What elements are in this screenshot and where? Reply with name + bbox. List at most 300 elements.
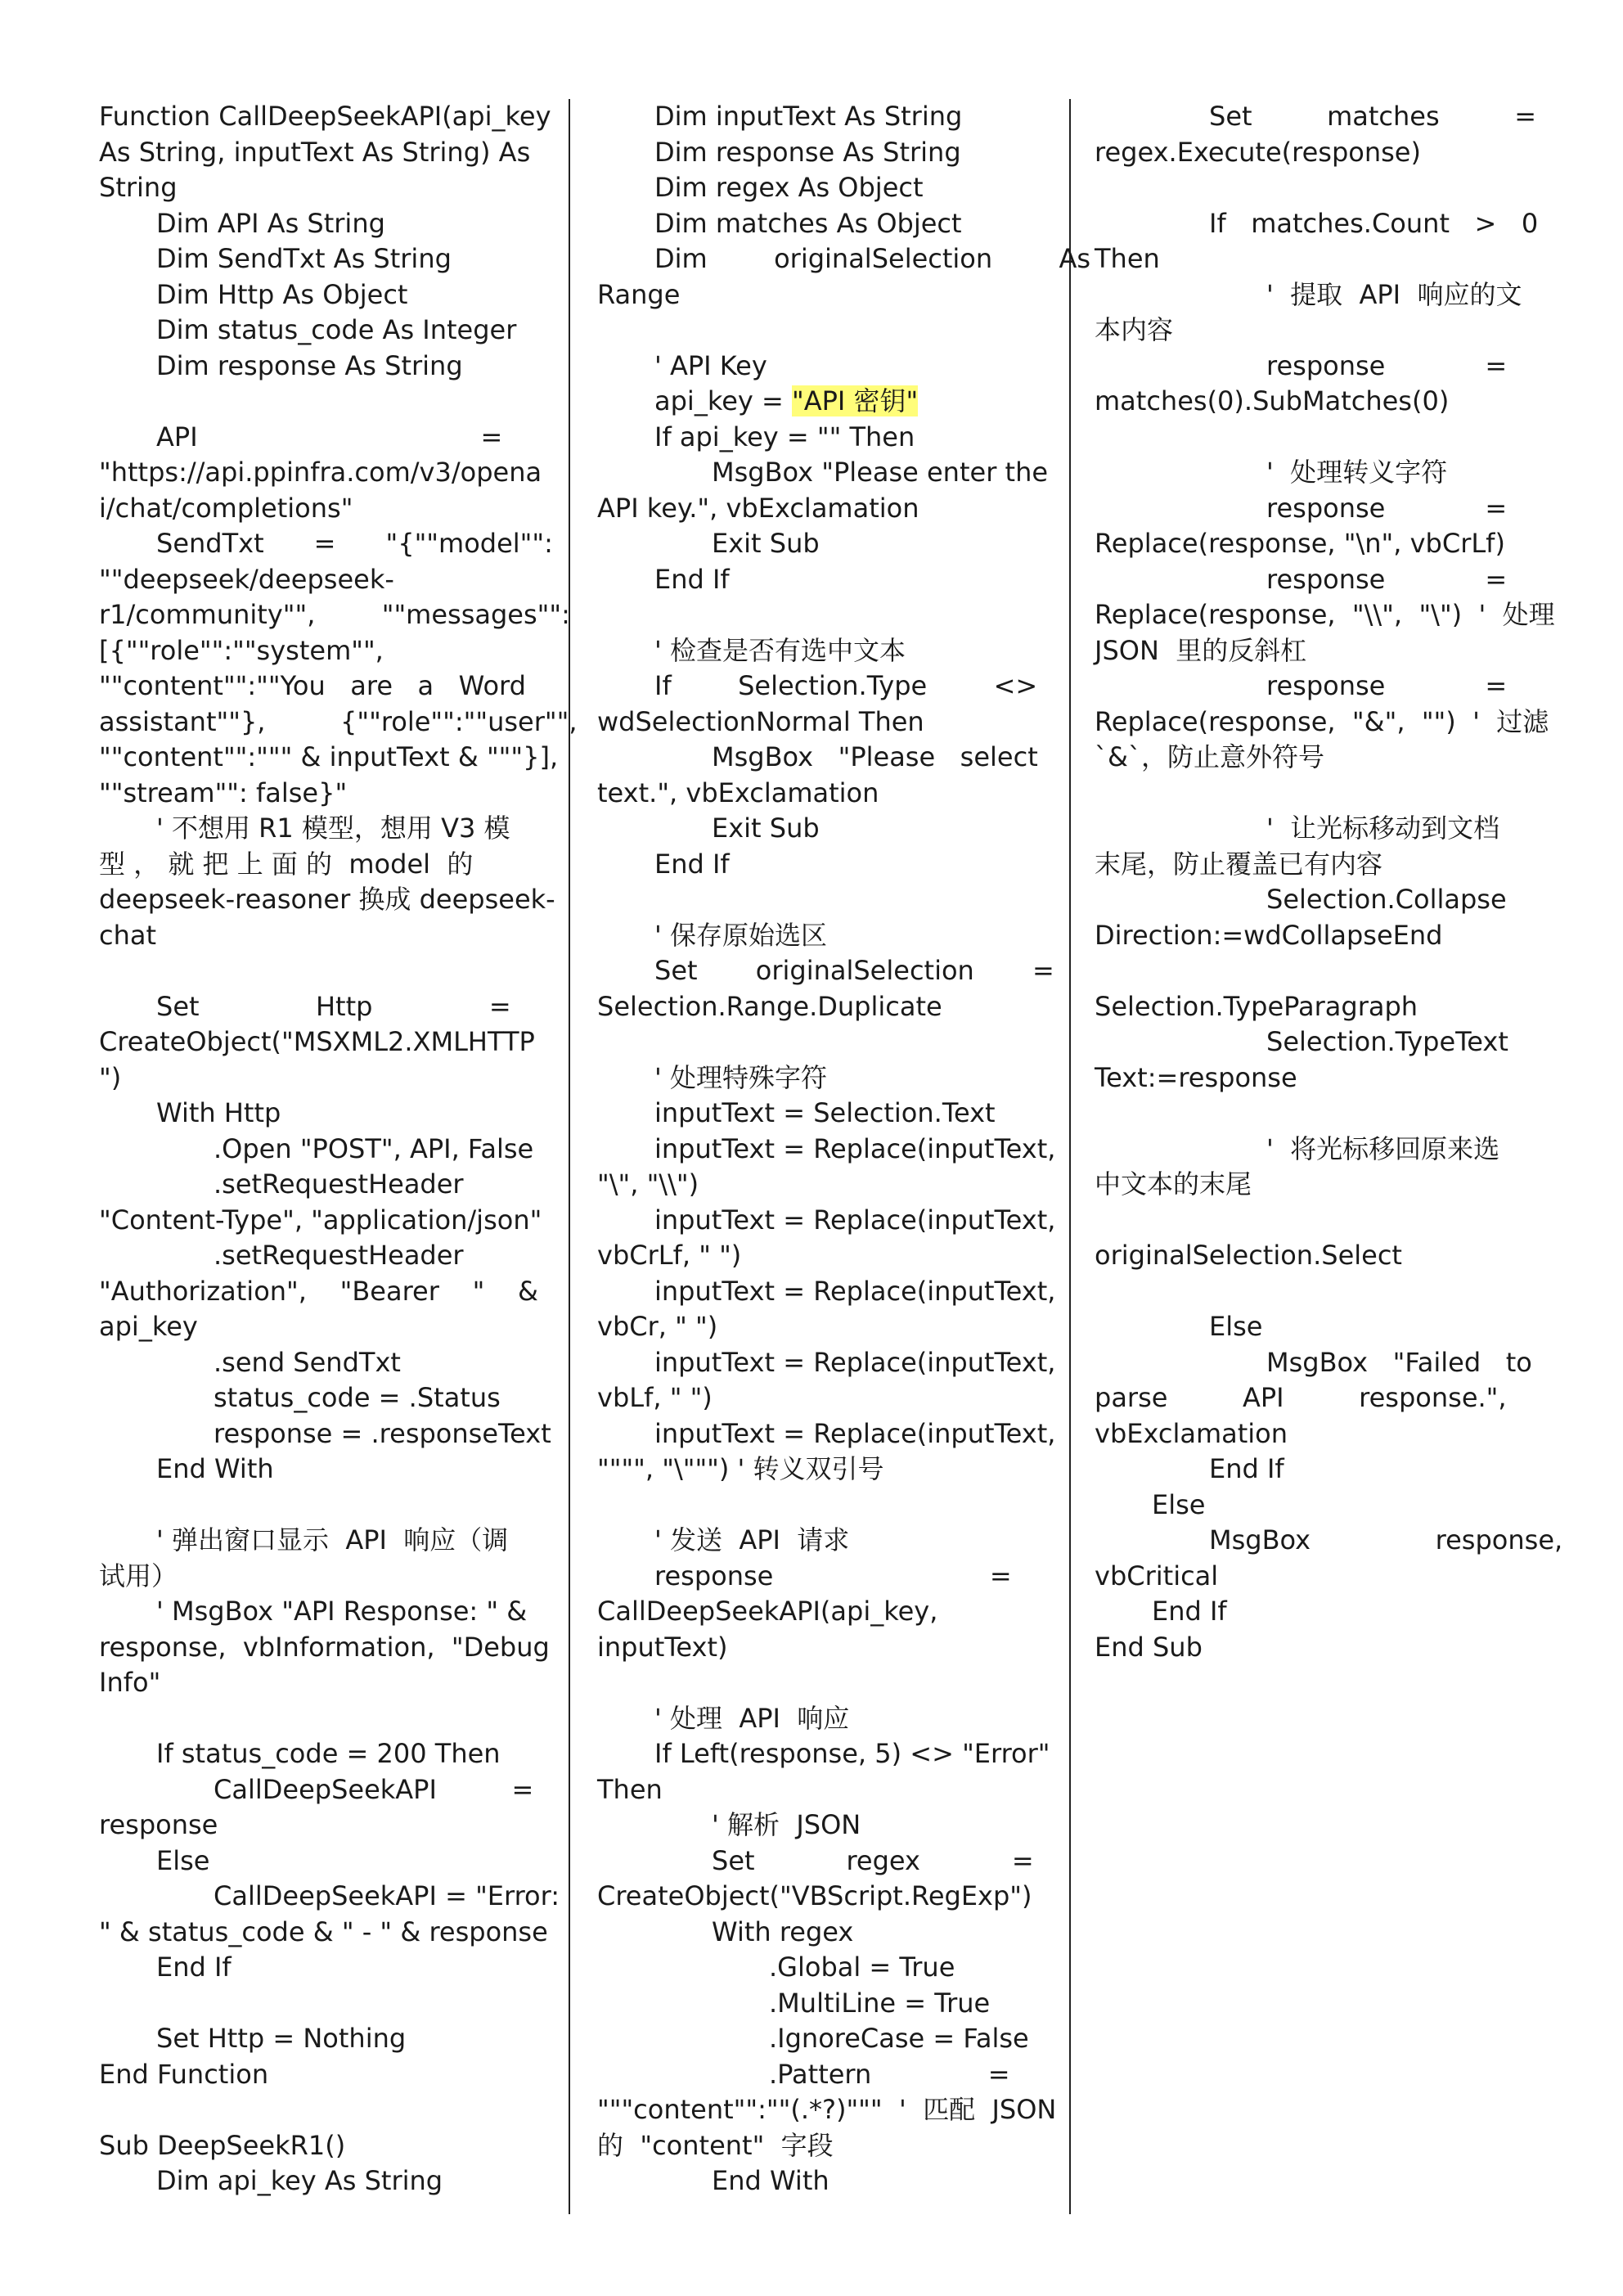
- code-line: [99, 1701, 541, 1737]
- code-line: [597, 633, 1043, 669]
- code-line: [597, 776, 1043, 812]
- code-line-text: If Selection.Type <>: [654, 670, 1038, 701]
- code-line: [1095, 1024, 1540, 1060]
- code-column-1: [99, 99, 578, 2199]
- code-line: [1095, 918, 1540, 954]
- code-line: [1095, 1630, 1540, 1666]
- code-line: [99, 349, 541, 385]
- code-line-text: ' 处理特殊字符: [654, 1061, 827, 1093]
- code-line: [597, 1844, 1043, 1880]
- code-line-text: Direction:=wdCollapseEnd: [1095, 919, 1443, 951]
- code-line: [597, 1523, 1043, 1559]
- code-line: [99, 705, 578, 741]
- code-line: [1095, 491, 1540, 527]
- code-line: [1095, 526, 1540, 562]
- code-line: [1095, 1559, 1540, 1595]
- code-line: [597, 1238, 1043, 1274]
- code-line-text: MsgBox response,: [1209, 1524, 1563, 1555]
- code-line-text: Selection.TypeParagraph: [1095, 990, 1418, 1022]
- code-line-text: response = .responseText: [214, 1417, 551, 1449]
- code-line: [597, 1203, 1056, 1239]
- code-line-text: Set originalSelection =: [654, 955, 1054, 986]
- code-line-text: Range: [597, 278, 681, 310]
- code-line: [1095, 1238, 1540, 1274]
- code-line: [597, 740, 1043, 776]
- code-line-text: api_key =: [654, 385, 792, 416]
- code-line-text: End Function: [99, 2058, 269, 2090]
- code-line: [1095, 420, 1540, 456]
- code-line: [597, 953, 1054, 989]
- code-line: [99, 1488, 541, 1524]
- code-line-text: .setRequestHeader: [214, 1168, 464, 1200]
- code-line: [597, 2163, 1043, 2199]
- code-line-text: parse API response.",: [1095, 1382, 1507, 1413]
- code-line-text: End If: [654, 563, 730, 595]
- code-line: [597, 1879, 1043, 1915]
- code-line-text: End If: [654, 848, 730, 880]
- code-line-text: End Sub: [1095, 1631, 1203, 1663]
- code-line: [597, 1915, 1043, 1951]
- code-line-text: Text:=response: [1095, 1061, 1297, 1093]
- code-line-text: Dim response As String: [654, 136, 961, 168]
- code-line-text: Then: [597, 1773, 663, 1805]
- code-line-text: MsgBox "Please enter the: [712, 457, 1049, 488]
- code-line: [597, 491, 1043, 527]
- code-line: [1095, 1380, 1540, 1416]
- code-line-text: .IgnoreCase = False: [769, 2023, 1029, 2054]
- code-line: [99, 811, 541, 847]
- code-line-text: matches(0).SubMatches(0): [1095, 385, 1450, 416]
- code-line-text: status_code = .Status: [214, 1382, 501, 1413]
- code-line-text: chat: [99, 919, 157, 951]
- code-line-text: ' 处理转义字符: [1266, 457, 1448, 488]
- code-line: [1095, 811, 1540, 847]
- code-line-text: wdSelectionNormal Then: [597, 705, 924, 737]
- code-line-text: Dim inputText As String: [654, 101, 963, 132]
- code-line: [99, 2163, 541, 2199]
- code-line: [597, 1808, 1043, 1844]
- code-line-text: 本内容: [1095, 314, 1174, 345]
- code-line: [1095, 1594, 1540, 1630]
- code-line: [1095, 1203, 1540, 1239]
- code-line: [99, 882, 555, 918]
- code-line-text: ' 保存原始选区: [654, 919, 827, 951]
- code-line: [99, 1416, 551, 1452]
- code-line: [1095, 847, 1540, 883]
- code-line: [1095, 705, 1549, 741]
- code-line: [1095, 1488, 1540, 1524]
- code-line-text: End With: [712, 2165, 829, 2196]
- code-line: [597, 1345, 1056, 1381]
- code-line: [99, 455, 541, 491]
- code-line: [99, 1452, 541, 1488]
- code-line-text: inputText = Replace(inputText,: [654, 1132, 1056, 1164]
- column-divider-right: [1069, 99, 1071, 2214]
- code-line-text: inputText = Replace(inputText,: [654, 1417, 1056, 1449]
- code-line: [597, 847, 1043, 883]
- code-line-text: text.", vbExclamation: [597, 777, 879, 808]
- code-line: [1095, 669, 1540, 705]
- code-line: [597, 989, 1043, 1025]
- code-line-text: .send SendTxt: [214, 1346, 401, 1378]
- code-line-text: vbCritical: [1095, 1560, 1219, 1591]
- code-line-text: ' API Key: [654, 349, 767, 381]
- code-line: [1095, 384, 1540, 420]
- code-line-text: 的 "content" 字段: [597, 2129, 834, 2161]
- code-line: [597, 2128, 1043, 2164]
- code-line-text: ' 发送 API 请求: [654, 1524, 850, 1555]
- code-line: [99, 1915, 548, 1951]
- column-divider-left: [569, 99, 570, 2214]
- code-line-text: vbCr, " "): [597, 1311, 718, 1342]
- code-line-text: ""content"":""" & inputText & """}],: [99, 741, 559, 772]
- code-line-text: With Http: [156, 1097, 281, 1128]
- code-line: [597, 882, 1043, 918]
- code-line-text: Dim originalSelection As: [654, 243, 1091, 274]
- code-line-text: Selection.TypeText: [1266, 1026, 1508, 1057]
- code-line-text: `&`，防止意外符号: [1095, 741, 1324, 772]
- code-line: [99, 1132, 541, 1168]
- code-line-text: Dim SendTxt As String: [156, 243, 452, 274]
- code-line: [99, 1523, 541, 1559]
- code-line-text: 型 ， 就 把 上 面 的 model 的: [99, 848, 474, 880]
- code-line: [99, 2092, 541, 2128]
- code-line-text: API =: [156, 421, 503, 452]
- code-line-text: inputText = Replace(inputText,: [654, 1204, 1056, 1236]
- code-line-text: Else: [1152, 1488, 1206, 1520]
- code-line-text: vbCrLf, " "): [597, 1240, 742, 1271]
- code-line: [1095, 1523, 1563, 1559]
- code-line-text: ' 将光标移回原来选: [1266, 1132, 1500, 1164]
- code-line-text: ""stream"": false}": [99, 777, 348, 808]
- code-line: [597, 811, 1043, 847]
- code-line: [597, 597, 1043, 633]
- code-line-text: response, vbInformation, "Debug: [99, 1631, 550, 1663]
- code-line-text: End If: [1152, 1596, 1227, 1627]
- code-line: [597, 1736, 1050, 1772]
- code-line: [597, 349, 1043, 385]
- code-line-text: .Open "POST", API, False: [214, 1132, 534, 1164]
- code-line: [597, 1274, 1056, 1310]
- code-line: [99, 1950, 541, 1986]
- code-line: [99, 918, 541, 954]
- code-line-text: response =: [654, 1560, 1012, 1591]
- code-line: [597, 384, 1043, 420]
- code-line-text: ""content"":""You are a Word: [99, 670, 526, 701]
- code-line-text: ' 提取 API 响应的文: [1266, 278, 1522, 310]
- code-line-text: response =: [1266, 670, 1508, 701]
- code-line: [1095, 99, 1540, 135]
- code-line: [99, 633, 541, 669]
- code-line: [99, 206, 541, 242]
- code-line: [597, 918, 1043, 954]
- code-line: [99, 1630, 550, 1666]
- code-line-text: """content"":""(.*?)""" ' 匹配 JSON: [597, 2094, 1057, 2125]
- code-line: [1095, 135, 1540, 171]
- code-line-text: With regex: [712, 1916, 854, 1947]
- code-line-text: If matches.Count > 0: [1209, 207, 1539, 239]
- code-line: [597, 526, 1043, 562]
- code-line: [99, 989, 541, 1025]
- code-line-text: Set matches =: [1209, 101, 1537, 132]
- code-line: [99, 1594, 541, 1630]
- code-line: [597, 1132, 1056, 1168]
- code-line: [1095, 277, 1540, 313]
- code-line-text: """", "\""") ' 转义双引号: [597, 1453, 884, 1484]
- code-line-text: [{""role"":""system"",: [99, 634, 384, 666]
- code-line-text: Else: [156, 1844, 210, 1876]
- code-line-text: Dim Http As Object: [156, 278, 408, 310]
- code-line: [99, 1203, 541, 1239]
- code-line: [597, 705, 1043, 741]
- code-line-text: CreateObject("VBScript.RegExp"): [597, 1880, 1032, 1911]
- code-line: [1095, 597, 1555, 633]
- code-line-text: Dim api_key As String: [156, 2165, 443, 2196]
- code-line: [597, 2021, 1043, 2057]
- code-line-text: " & status_code & " - " & response: [99, 1916, 548, 1947]
- code-line-text: Set Http = Nothing: [156, 2023, 407, 2054]
- code-line-text: API key.", vbExclamation: [597, 492, 919, 524]
- code-line: [597, 206, 1043, 242]
- code-line-text: 末尾，防止覆盖已有内容: [1095, 848, 1383, 880]
- code-line: [99, 740, 559, 776]
- code-line-text: "): [99, 1061, 122, 1093]
- code-line-text: If api_key = "" Then: [654, 421, 915, 452]
- code-line: [1095, 1309, 1540, 1345]
- code-line: [99, 1060, 541, 1096]
- code-line-text: "Authorization", "Bearer " &: [99, 1275, 538, 1307]
- code-line: [99, 1736, 541, 1772]
- code-line: [1095, 1096, 1540, 1132]
- code-line: [597, 1380, 1043, 1416]
- code-line-text: Replace(response, "\\", "\") ' 处理: [1095, 599, 1555, 630]
- code-line-text: deepseek-reasoner 换成 deepseek-: [99, 884, 555, 915]
- code-line-text: inputText = Replace(inputText,: [654, 1275, 1056, 1307]
- code-line: [597, 1167, 1043, 1203]
- code-line: [597, 1772, 1043, 1808]
- code-line: [1095, 1132, 1540, 1168]
- code-line-text: If Left(response, 5) <> "Error": [654, 1738, 1050, 1769]
- code-line: [597, 1630, 1043, 1666]
- code-line-text: JSON 里的反斜杠: [1095, 634, 1307, 666]
- code-line-text: Set Http =: [156, 990, 511, 1022]
- code-line: [99, 1559, 541, 1595]
- code-line-text: End With: [156, 1453, 274, 1484]
- code-line-text: Else: [1209, 1311, 1263, 1342]
- code-line: [597, 170, 1043, 206]
- code-line: [597, 1986, 1043, 2022]
- code-line: [99, 491, 541, 527]
- code-line-text: originalSelection.Select: [1095, 1240, 1402, 1271]
- code-line: [597, 2092, 1057, 2128]
- code-line-text: .setRequestHeader: [214, 1240, 464, 1271]
- code-line-text: .MultiLine = True: [769, 1987, 991, 2019]
- code-line: [1095, 455, 1540, 491]
- code-line: [99, 597, 570, 633]
- code-line-text: ' 让光标移动到文档: [1266, 813, 1500, 844]
- code-line: [597, 562, 1043, 598]
- code-line-text: vbLf, " "): [597, 1382, 713, 1413]
- code-line: [1095, 313, 1540, 349]
- code-line-text: 试用）: [99, 1560, 178, 1591]
- code-line: [99, 562, 541, 598]
- code-line-text: regex.Execute(response): [1095, 136, 1421, 168]
- code-line: [1095, 1452, 1540, 1488]
- code-line-text: i/chat/completions": [99, 492, 353, 524]
- code-line-text: .Pattern =: [769, 2058, 1010, 2090]
- code-column-2: [597, 99, 1091, 2199]
- code-line-text: "Content-Type", "application/json": [99, 1204, 542, 1236]
- code-line-text: r1/community"", ""messages"":: [99, 599, 570, 630]
- code-line: [99, 1345, 541, 1381]
- code-line-text: .Global = True: [769, 1952, 955, 1983]
- code-line: [597, 1309, 1043, 1345]
- code-line: [99, 2128, 541, 2164]
- code-line-text: CreateObject("MSXML2.XMLHTTP: [99, 1026, 535, 1057]
- code-line: [597, 1452, 1043, 1488]
- code-line-text: Dim status_code As Integer: [156, 314, 517, 345]
- code-line: [1095, 241, 1540, 277]
- code-line: [597, 99, 1043, 135]
- code-line-text: End If: [156, 1952, 232, 1983]
- code-line-text: response: [99, 1809, 218, 1840]
- code-line: [597, 241, 1091, 277]
- code-line-text: CallDeepSeekAPI(api_key,: [597, 1596, 938, 1627]
- code-line: [1095, 740, 1540, 776]
- code-line-text: ' 解析 JSON: [712, 1809, 861, 1840]
- code-line: [597, 1559, 1043, 1595]
- code-line: [99, 1167, 541, 1203]
- code-line: [99, 277, 541, 313]
- code-line: [1095, 633, 1540, 669]
- code-line-text: Set regex =: [712, 1844, 1034, 1876]
- code-line-text: Exit Sub: [712, 528, 820, 559]
- code-line-text: inputText = Replace(inputText,: [654, 1346, 1056, 1378]
- code-line: [597, 2057, 1043, 2093]
- code-line-text: Dim response As String: [156, 349, 463, 381]
- code-line: [597, 1416, 1056, 1452]
- code-line-text: ' 不想用 R1 模型，想用 V3 模: [156, 813, 510, 844]
- code-line: [99, 135, 541, 171]
- code-line: [597, 1594, 1043, 1630]
- code-line: [99, 1309, 541, 1345]
- code-line: [99, 1986, 541, 2022]
- code-line-text: Selection.Range.Duplicate: [597, 990, 942, 1022]
- code-line-text: inputText = Selection.Text: [654, 1097, 996, 1128]
- code-line: [1095, 170, 1540, 206]
- code-line: [99, 1096, 541, 1132]
- code-line: [1095, 776, 1540, 812]
- code-line-text: SendTxt = "{""model"":: [156, 528, 553, 559]
- code-line: [597, 1024, 1043, 1060]
- code-line-text: End If: [1209, 1453, 1284, 1484]
- code-line-text: MsgBox "Failed to: [1266, 1346, 1532, 1378]
- code-line: [597, 420, 1043, 456]
- code-line-text: As String, inputText As String) As: [99, 136, 531, 168]
- code-line-text: MsgBox "Please select: [712, 741, 1038, 772]
- code-line-text: "\", "\\"): [597, 1168, 699, 1200]
- code-line-text: ' MsgBox "API Response: " &: [156, 1596, 528, 1627]
- code-line-text: Exit Sub: [712, 813, 820, 844]
- highlighted-api-key: "API 密钥": [791, 385, 919, 416]
- code-line: [99, 313, 541, 349]
- code-line: [99, 1772, 541, 1808]
- code-line-text: ""deepseek/deepseek-: [99, 563, 394, 595]
- code-line: [99, 1024, 541, 1060]
- code-line: [99, 1380, 541, 1416]
- code-line: [597, 455, 1049, 491]
- code-line: [1095, 349, 1540, 385]
- code-line-text: 中文本的末尾: [1095, 1168, 1252, 1200]
- code-line: [99, 1879, 560, 1915]
- code-line: [99, 669, 541, 705]
- code-line: [99, 953, 541, 989]
- code-line-text: CallDeepSeekAPI = "Error:: [214, 1880, 560, 1911]
- code-line-text: Replace(response, "&", "") ' 过滤: [1095, 705, 1549, 737]
- code-column-3: [1095, 99, 1563, 1665]
- code-line: [1095, 882, 1540, 918]
- code-line: [1095, 953, 1540, 989]
- code-line-text: ' 检查是否有选中文本: [654, 634, 906, 666]
- code-line-text: String: [99, 172, 178, 203]
- code-line: [99, 847, 541, 883]
- code-line: [99, 99, 551, 135]
- code-line-text: ' 处理 API 响应: [654, 1702, 850, 1734]
- code-line: [99, 241, 541, 277]
- code-line: [99, 1665, 541, 1701]
- code-line-text: Function CallDeepSeekAPI(api_key: [99, 101, 551, 132]
- code-line-text: Dim matches As Object: [654, 207, 962, 239]
- code-line: [597, 1096, 1043, 1132]
- code-line-text: inputText): [597, 1631, 728, 1663]
- code-line-text: Replace(response, "\n", vbCrLf): [1095, 528, 1505, 559]
- code-line-text: api_key: [99, 1311, 198, 1342]
- code-line: [1095, 1345, 1540, 1381]
- code-line-text: Dim API As String: [156, 207, 385, 239]
- code-line: [1095, 562, 1540, 598]
- code-line: [99, 1844, 541, 1880]
- code-line: [1095, 1060, 1540, 1096]
- code-line: [99, 2021, 541, 2057]
- code-line: [1095, 1274, 1540, 1310]
- code-line-text: Info": [99, 1667, 161, 1698]
- code-line: [597, 277, 1043, 313]
- code-line-text: Dim regex As Object: [654, 172, 924, 203]
- code-line: [99, 384, 541, 420]
- code-line: [99, 1808, 541, 1844]
- code-line: [99, 776, 541, 812]
- code-line: [1095, 989, 1540, 1025]
- code-line-text: Then: [1095, 243, 1160, 274]
- code-line: [597, 1950, 1043, 1986]
- code-line: [99, 1238, 541, 1274]
- code-line-text: Selection.Collapse: [1266, 884, 1507, 915]
- code-line: [99, 170, 541, 206]
- code-line: [99, 526, 553, 562]
- code-line-text: CallDeepSeekAPI =: [214, 1773, 534, 1805]
- code-line-text: If status_code = 200 Then: [156, 1738, 501, 1769]
- code-line: [597, 1060, 1043, 1096]
- code-line: [597, 313, 1043, 349]
- code-line: [99, 2057, 541, 2093]
- code-line-text: vbExclamation: [1095, 1417, 1288, 1449]
- code-line: [99, 420, 541, 456]
- code-line: [597, 1488, 1043, 1524]
- code-line: [597, 1701, 1043, 1737]
- code-line-text: response =: [1266, 492, 1508, 524]
- code-line: [597, 669, 1043, 705]
- code-line: [1095, 1167, 1540, 1203]
